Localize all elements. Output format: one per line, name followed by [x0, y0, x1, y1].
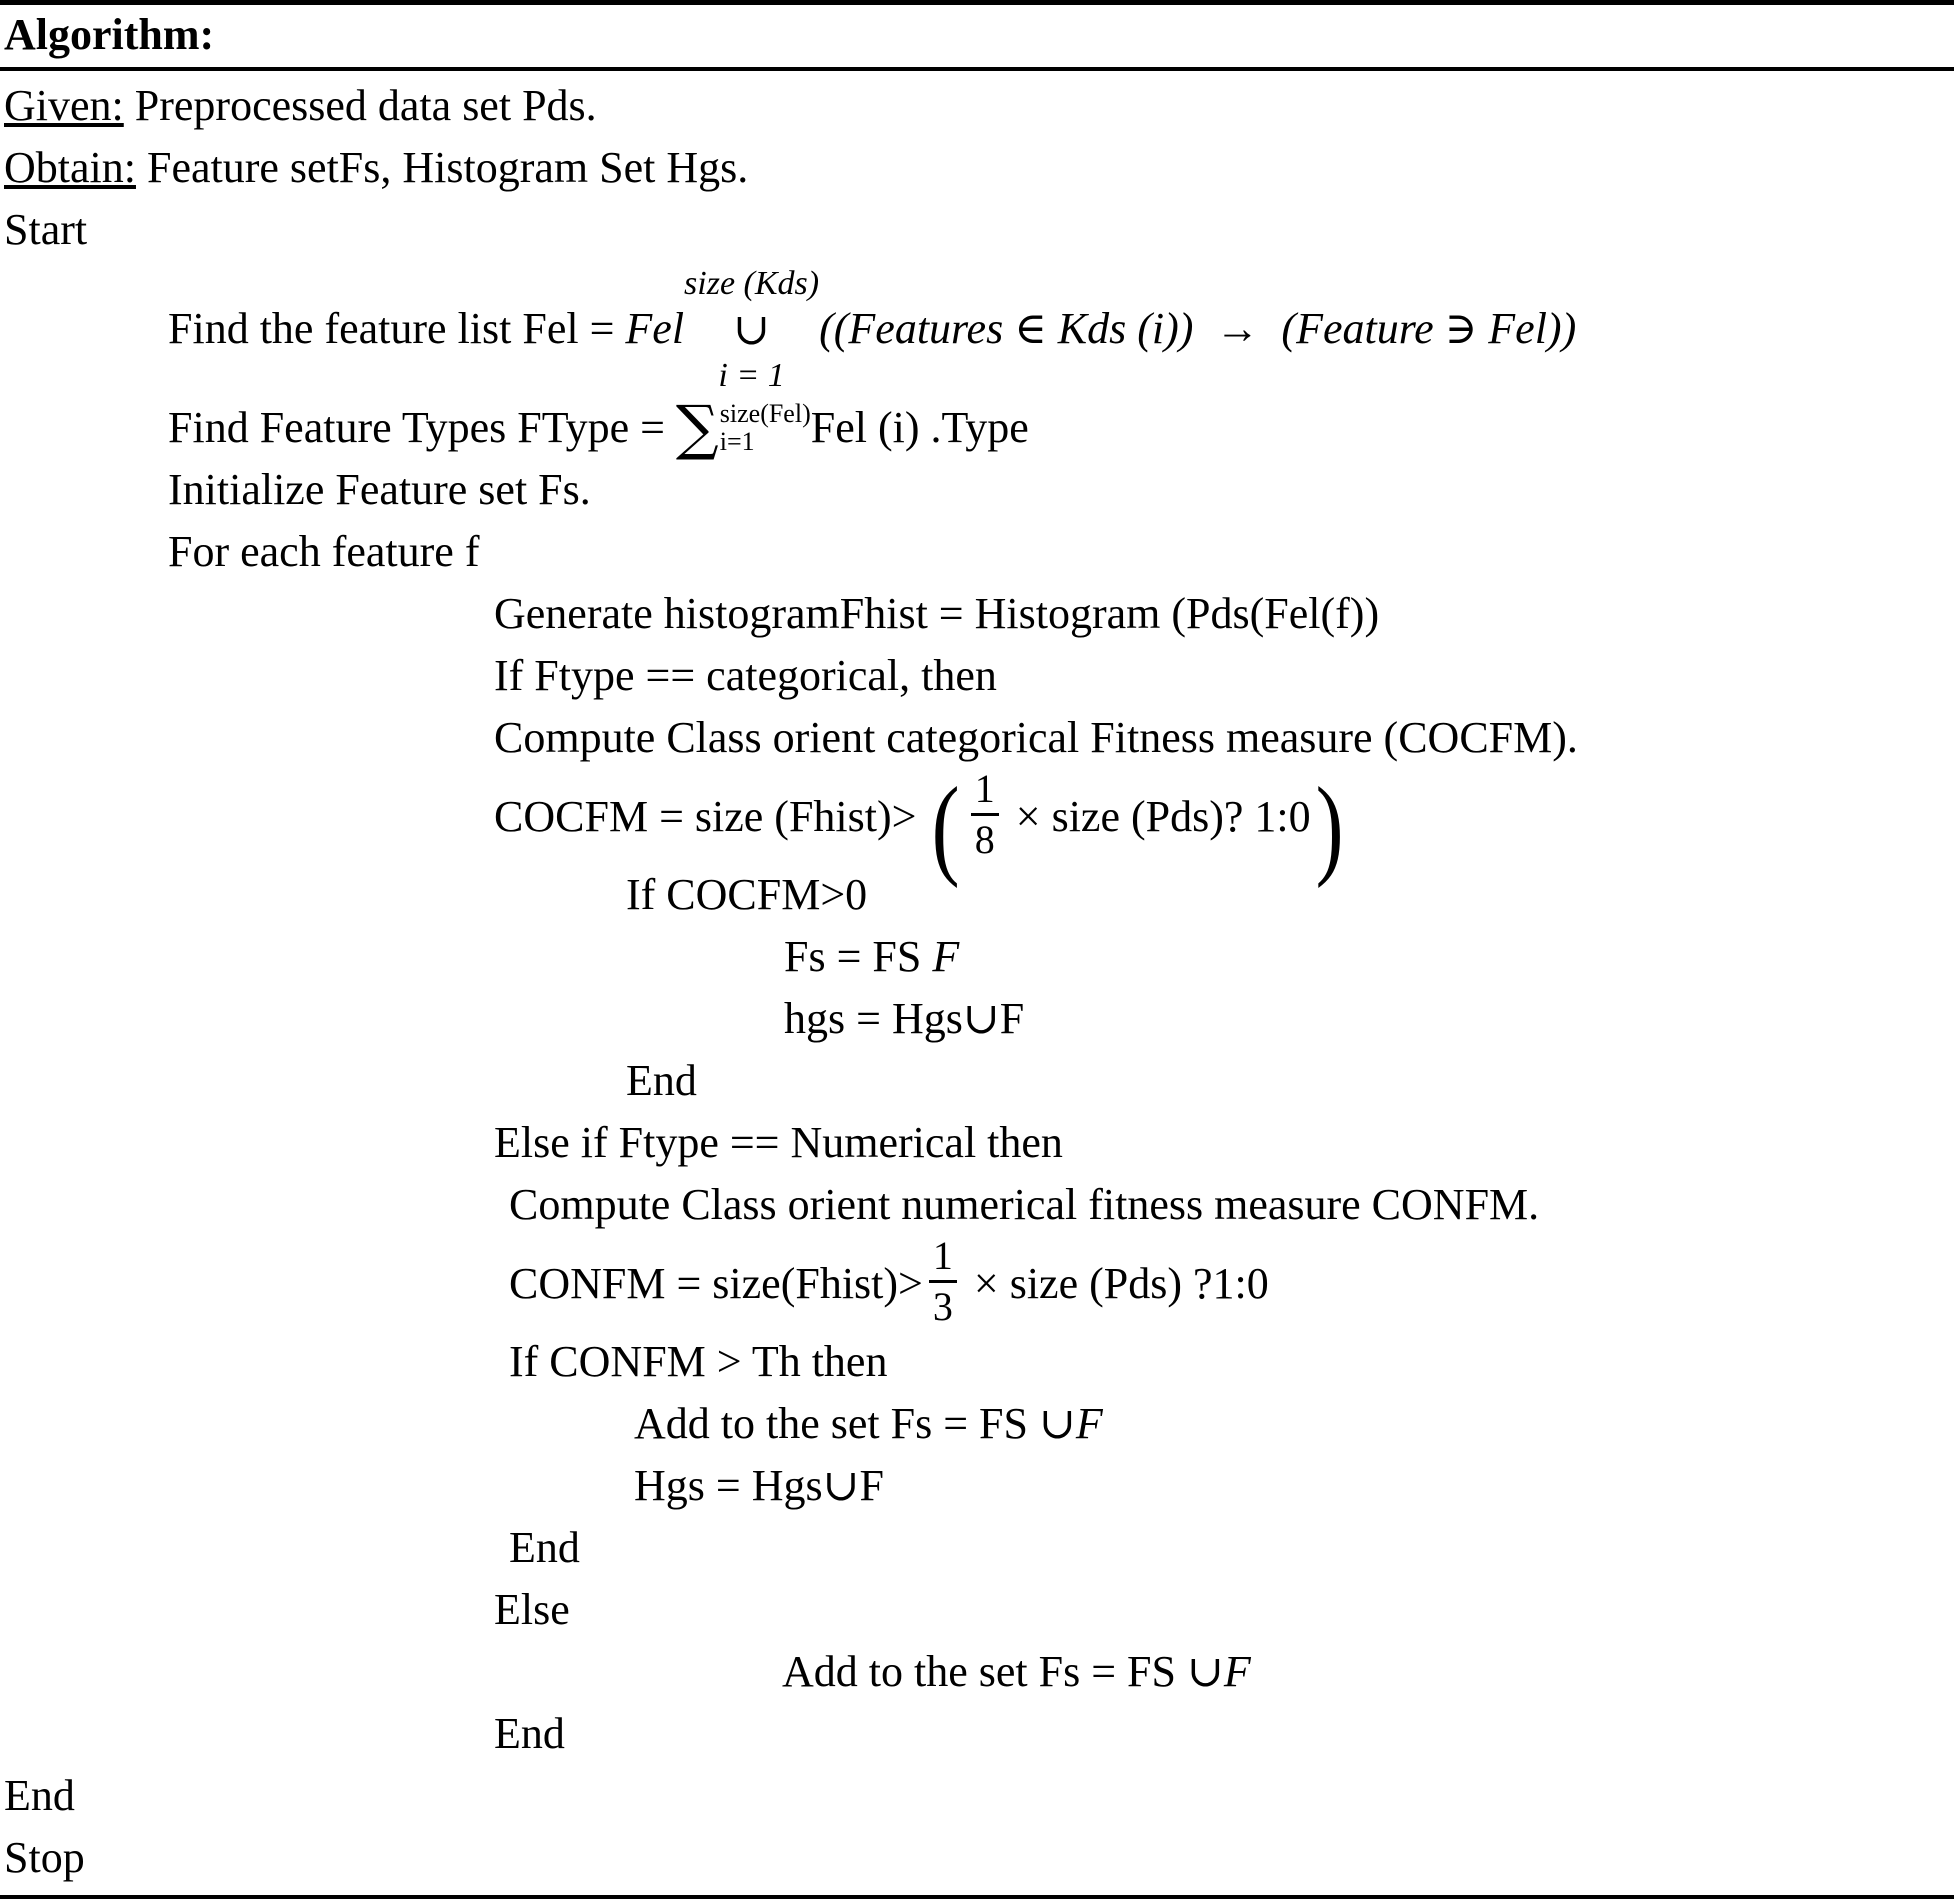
- if-categorical-line: If Ftype == categorical, then: [494, 651, 997, 700]
- add-to-set-line-2: [4, 1641, 1954, 1703]
- algorithm-body: [0, 71, 1954, 1891]
- end-outer-line: End: [4, 1771, 75, 1820]
- add-set-2-prefix: Add to the set Fs = FS ∪: [782, 1647, 1224, 1696]
- add-to-set-line-1: [4, 1393, 1954, 1455]
- find-feature-list-expression: ((Features ∈ Kds (i)) → (Feature ∋ Fel)): [819, 304, 1577, 353]
- algorithm-header: Algorithm:: [4, 10, 215, 59]
- add-set-1-italic-f: F: [1075, 1399, 1103, 1448]
- cocfm-fraction: [971, 767, 999, 862]
- union-lower-limit: i = 1: [718, 357, 785, 394]
- stop-line: Stop: [4, 1833, 85, 1882]
- if-confm-threshold-line: If CONFM > Th then: [509, 1337, 888, 1386]
- cocfm-prefix: COCFM = size (Fhist)>: [494, 791, 928, 841]
- bottom-rule: [0, 1895, 1954, 1899]
- summation-operator: [675, 392, 811, 463]
- find-feature-types-suffix: Fel (i) .Type: [810, 403, 1029, 452]
- obtain-label: Obtain:: [4, 143, 136, 192]
- end-line-2: End: [509, 1523, 580, 1572]
- given-line: [4, 75, 1954, 137]
- confm-fraction-bar: [929, 1280, 957, 1283]
- union-big-operator: [684, 262, 819, 398]
- cocfm-mid: × size (Pds)? 1:0: [1004, 791, 1311, 841]
- confm-suffix: × size (Pds) ?1:0: [962, 1258, 1269, 1308]
- if-cocfm-gt-zero-line: If COCFM>0: [626, 870, 868, 919]
- confm-denominator: 3: [932, 1284, 953, 1329]
- initialize-line: Initialize Feature set Fs.: [168, 465, 591, 514]
- obtain-line: [4, 137, 1954, 199]
- end-line-3: End: [494, 1709, 565, 1758]
- else-line: Else: [494, 1585, 570, 1634]
- cocfm-fraction-bar: [971, 813, 999, 816]
- end-line-1: End: [626, 1056, 697, 1105]
- find-feature-list-prefix: Find the feature list Fel =: [168, 304, 626, 353]
- hgs-assign-line-1: hgs = Hgs∪F: [784, 994, 1025, 1043]
- union-upper-limit: size (Kds): [684, 265, 820, 302]
- fs-assign-line-1: [4, 926, 1954, 988]
- given-text: Preprocessed data set Pds.: [123, 81, 597, 130]
- summation-upper-limit: size(Fel): [719, 399, 811, 428]
- add-set-2-italic-f: F: [1223, 1647, 1251, 1696]
- sigma-icon: ∑: [675, 392, 719, 463]
- summation-lower-limit: i=1: [719, 427, 755, 456]
- confm-fraction: [929, 1234, 957, 1329]
- compute-confm-line: Compute Class orient numerical fitness measure CONFM.: [509, 1180, 1540, 1229]
- generate-histogram-line: Generate histogramFhist = Histogram (Pds(Fel(f)): [494, 589, 1380, 638]
- find-feature-list-fel: Fel: [625, 304, 685, 353]
- hgs-assign-line-2: Hgs = Hgs∪F: [634, 1461, 884, 1510]
- cocfm-denominator: 8: [974, 817, 995, 862]
- find-feature-types-prefix: Find Feature Types FType =: [168, 403, 676, 452]
- find-feature-list-line: [4, 261, 1954, 397]
- compute-cocfm-line: Compute Class orient categorical Fitness measure (COCFM).: [494, 713, 1578, 762]
- confm-formula-line: [4, 1233, 1269, 1331]
- union-symbol: ∪: [722, 305, 782, 354]
- fs-assign-1-italic-f: F: [932, 932, 960, 981]
- obtain-text: Feature setFs, Histogram Set Hgs.: [135, 143, 749, 192]
- confm-numerator: 1: [932, 1233, 953, 1278]
- summation-limits: [720, 400, 811, 456]
- cocfm-formula-line: COCFM = size (Fhist)> ( $\frac{1}{8}$ × size (Pds)? 1:0 ): [494, 764, 1344, 889]
- for-each-feature-line: For each feature f: [168, 527, 480, 576]
- fs-assign-1-prefix: Fs = FS: [784, 932, 933, 981]
- find-feature-types-line: [4, 392, 1029, 463]
- add-set-1-prefix: Add to the set Fs = FS ∪: [634, 1399, 1076, 1448]
- cocfm-numerator: 1: [974, 766, 995, 811]
- given-label: Given:: [4, 81, 124, 130]
- else-if-numerical-line: Else if Ftype == Numerical then: [494, 1118, 1063, 1167]
- start-line: Start: [4, 205, 88, 254]
- confm-prefix: CONFM = size(Fhist)>: [509, 1258, 923, 1308]
